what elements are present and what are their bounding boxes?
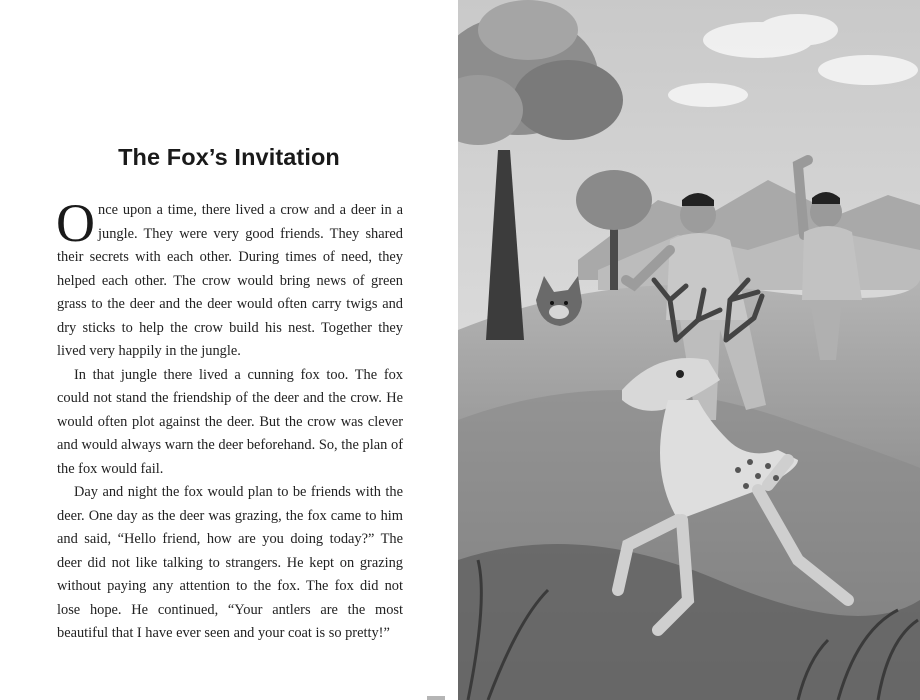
story-title: The Fox’s Invitation — [118, 144, 340, 170]
story-paragraph — [56, 193, 403, 364]
book-text-page — [0, 0, 458, 700]
story-body — [56, 193, 403, 646]
illustration-scene — [458, 0, 920, 700]
drop-cap: O — [56, 193, 95, 253]
story-illustration — [458, 0, 920, 700]
paragraph-text: nce upon a time, there lived a crow and a deer in a jungle. They were very good friends. They shared their secrets with each other. During times of need, they helped each other. The crow would bring news of green grass to the deer and the deer would often carry twigs and dry sticks to help the crow build his nest. Together they lived very happily in the jungle. — [57, 202, 403, 359]
page-gutter-mark — [427, 696, 445, 700]
story-paragraph: Day and night the fox would plan to be friends with the deer. One day as the deer was grazing, the fox came to him and said, “Hello friend, how are you doing today?” The deer did not like talking to strangers. He kept on grazing without paying any attention to the fox. The fox did not lose hope. He continued, “Your antlers are the most beautiful that I have ever seen and your coat is so pretty!” — [57, 484, 403, 641]
story-paragraph: In that jungle there lived a cunning fox too. The fox could not stand the friendship of the deer and the crow. He would often plot against the deer. But the crow was clever and would always warn the deer beforehand. So, the plan of the fox would fail. — [57, 366, 403, 477]
